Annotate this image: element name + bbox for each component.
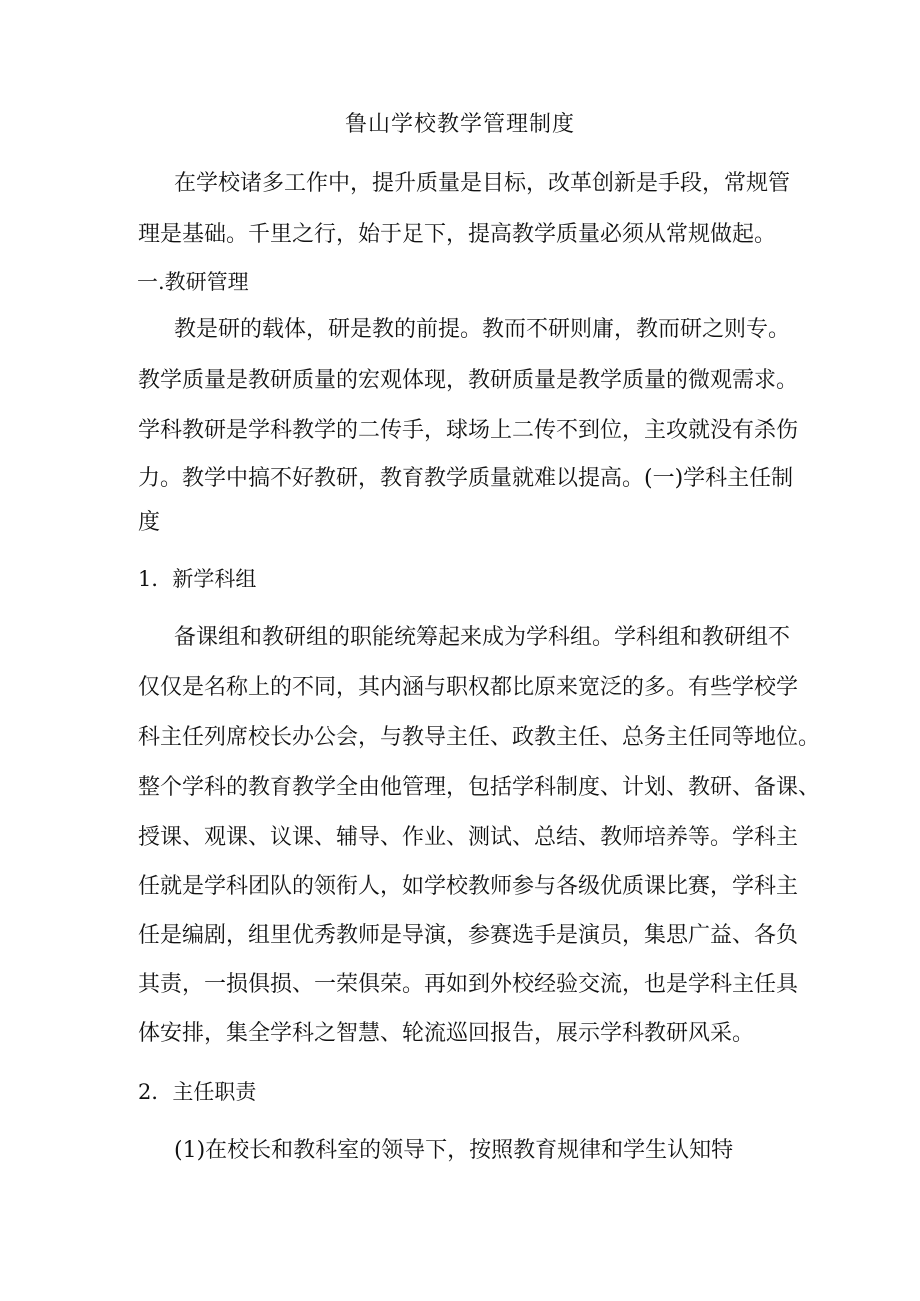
research-line-1: 教是研的载体，研是教的前提。教而不研则庸，教而研之则专。 [174, 317, 791, 342]
subject-group-line-9: 体安排，集全学科之智慧、轮流巡回报告，展示学科教研风采。 [138, 1021, 755, 1046]
subject-group-line-3: 科主任列席校长办公会，与教导主任、政教主任、总务主任同等地位。 [138, 725, 821, 750]
subject-group-line-2: 仅仅是名称上的不同，其内涵与职权都比原来宽泛的多。有些学校学 [138, 675, 799, 700]
research-line-3: 学科教研是学科教学的二传手，球场上二传不到位，主攻就没有杀伤 [138, 418, 799, 443]
research-line-4: 力。教学中搞不好教研，教育教学质量就难以提高。(一)学科主任制 [138, 466, 794, 491]
director-duties-line-1: (1)在校长和教科室的领导下，按照教育规律和学生认知特 [174, 1138, 734, 1163]
intro-line-2: 理是基础。千里之行，始于足下，提高教学质量必须从常规做起。 [138, 222, 777, 247]
subject-group-line-1: 备课组和教研组的职能统筹起来成为学科组。学科组和教研组不 [174, 625, 791, 650]
section-heading-research: 一.教研管理 [137, 270, 249, 294]
subject-group-line-5: 授课、观课、议课、辅导、作业、测试、总结、教师培养等。学科主 [138, 825, 799, 850]
document-title: 鲁山学校教学管理制度 [344, 112, 575, 137]
subject-group-line-4: 整个学科的教育教学全由他管理，包括学科制度、计划、教研、备课、 [138, 775, 821, 800]
subject-group-line-6: 任就是学科团队的领衔人，如学校教师参与各级优质课比赛，学科主 [138, 874, 799, 899]
research-line-5: 度 [138, 510, 161, 535]
subject-group-line-7: 任是编剧，组里优秀教师是导演，参赛选手是演员，集思广益、各负 [138, 923, 799, 948]
subject-group-line-8: 其责，一损俱损、一荣俱荣。再如到外校经验交流，也是学科主任具 [138, 972, 799, 997]
item-heading-new-subject-group: 1．新学科组 [138, 567, 257, 591]
intro-line-1: 在学校诸多工作中，提升质量是目标，改革创新是手段，常规管 [174, 171, 791, 196]
item-heading-director-duties: 2．主任职责 [138, 1080, 257, 1104]
research-line-2: 教学质量是教研质量的宏观体现，教研质量是教学质量的微观需求。 [138, 368, 799, 393]
